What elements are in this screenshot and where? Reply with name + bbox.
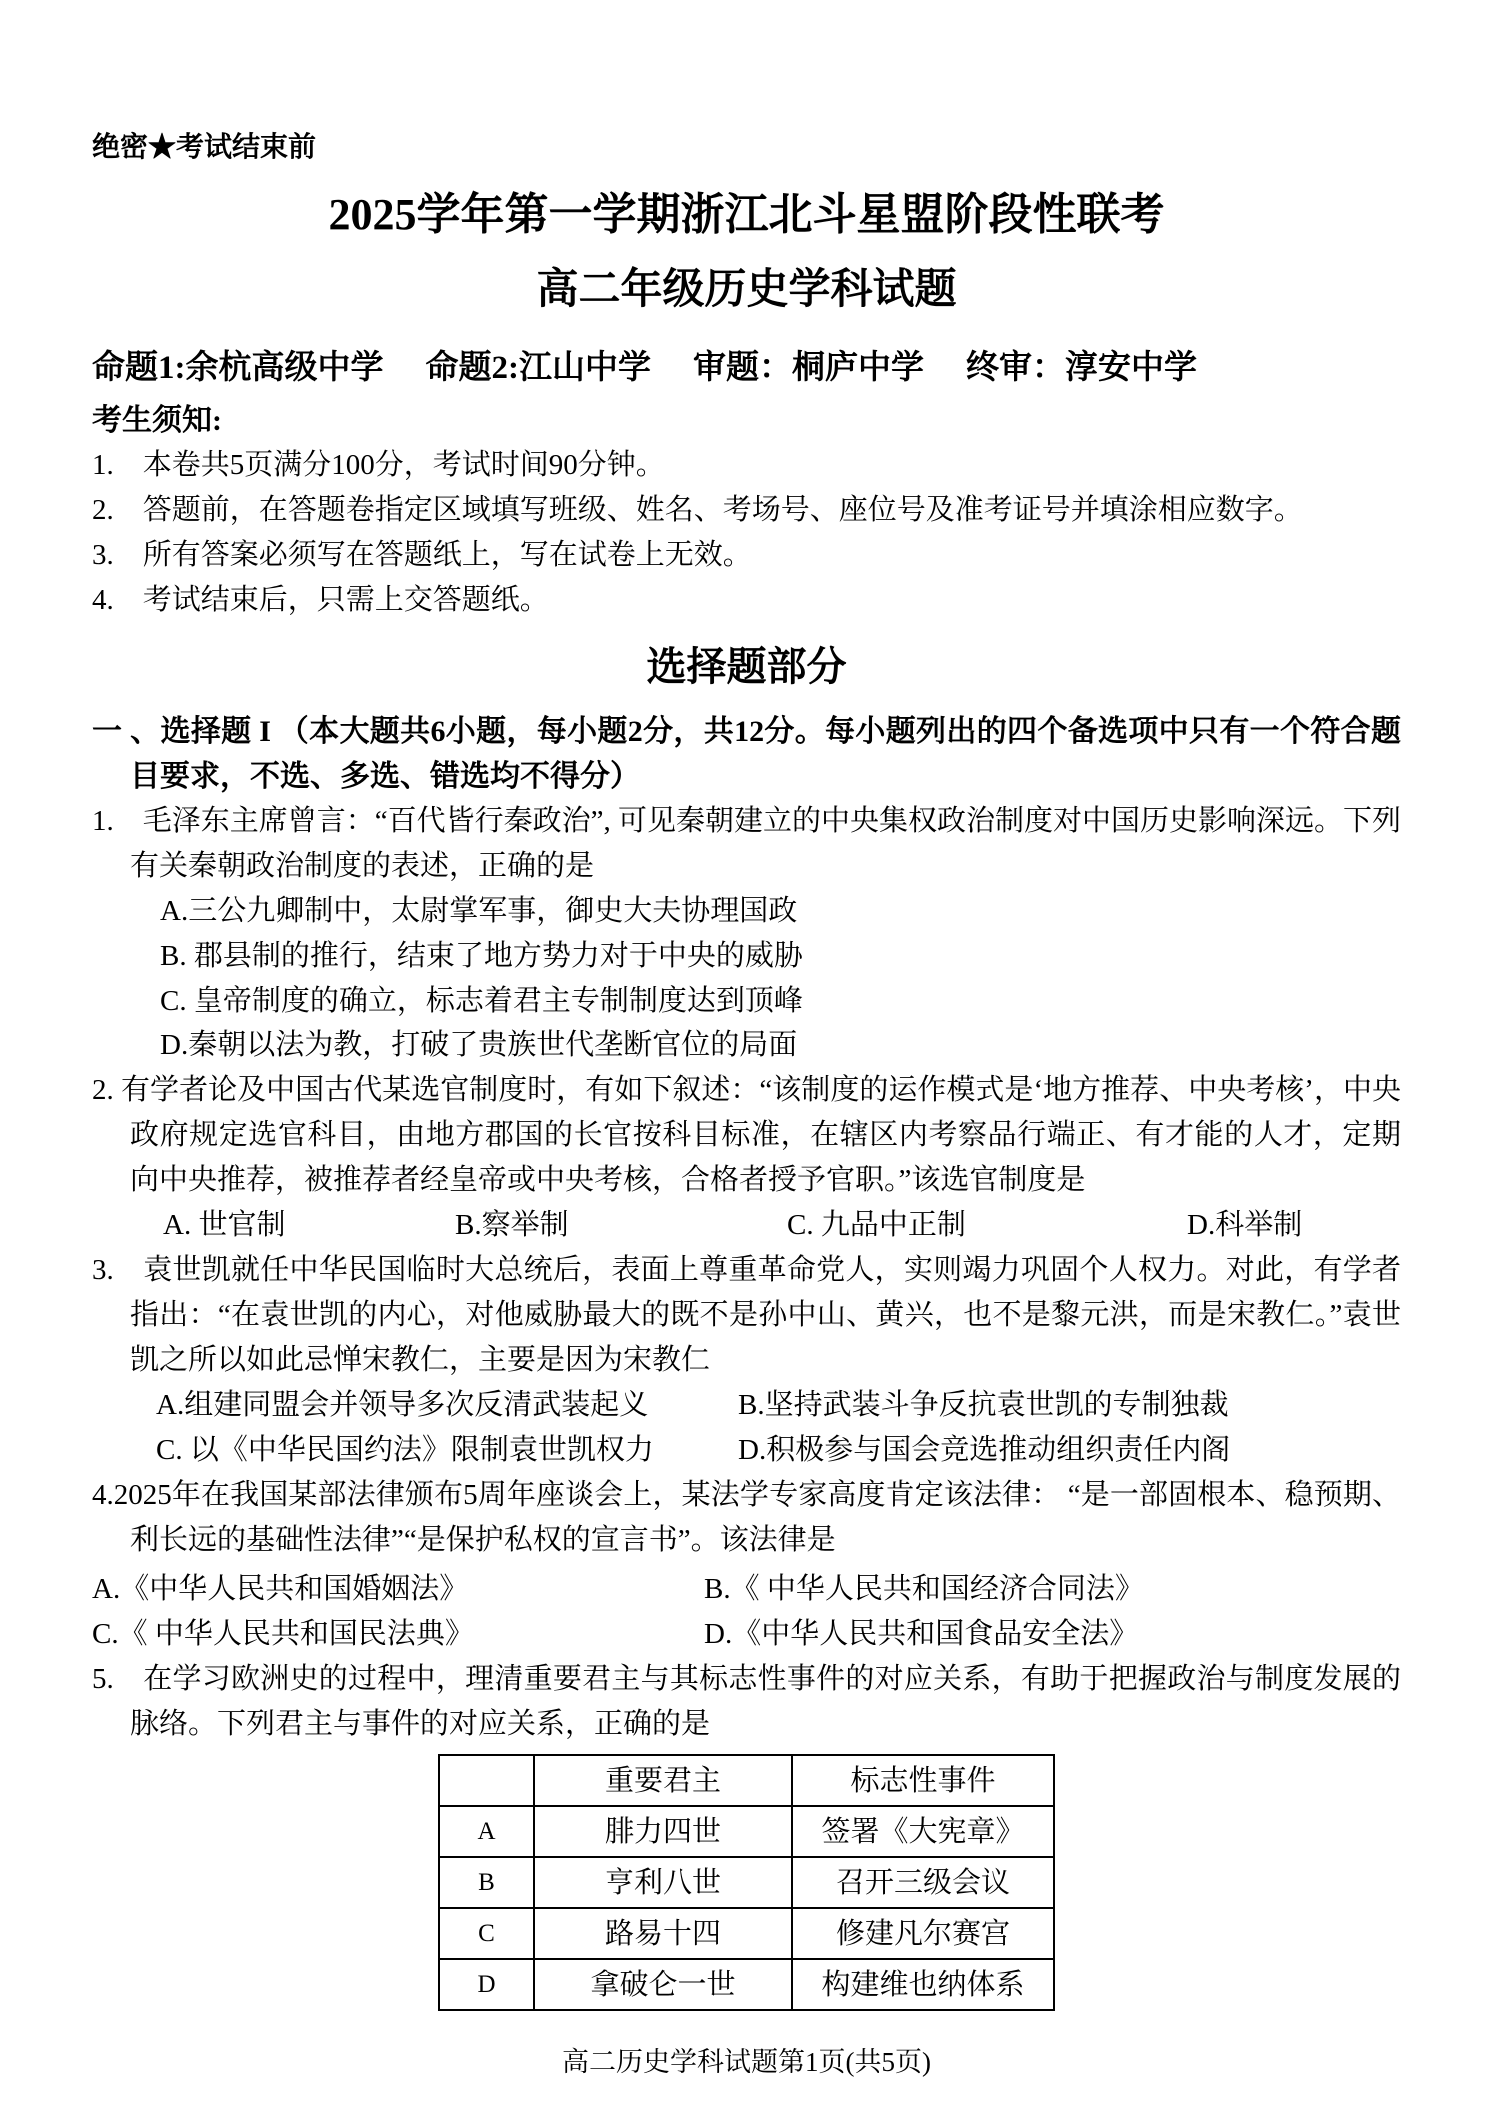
exam-title: 2025学年第一学期浙江北斗星盟阶段性联考 bbox=[328, 190, 1165, 240]
row-event: 修建凡尔赛宫 bbox=[792, 1908, 1054, 1959]
option-b: B.坚持武装斗争反抗袁世凯的专制独裁 bbox=[738, 1388, 1229, 1421]
question-stem: 3. 袁世凯就任中华民国临时大总统后，表面上尊重革命党人，实则竭力巩固个人权力。对此，有学者指出：“在袁世凯的内心，对他威胁最大的既不是孙中山、黄兴，也不是黎元洪，而是宋教仁。”袁世凯之所以如此忌惮宋教仁，主要是因为宋教仁 bbox=[92, 1254, 1401, 1377]
question-options bbox=[92, 889, 1401, 1069]
option-a: A. 世官制 bbox=[163, 1209, 286, 1242]
notice-item: 3. 所有答案必须写在答题纸上，写在试卷上无效。 bbox=[92, 538, 752, 571]
row-label: B bbox=[439, 1857, 534, 1908]
option-d: D.科举制 bbox=[1187, 1209, 1303, 1242]
option-a: A.《中华人民共和国婚姻法》 bbox=[92, 1572, 469, 1605]
exam-info-bar bbox=[92, 343, 1401, 394]
row-monarch: 路易十四 bbox=[534, 1908, 792, 1959]
table-row bbox=[439, 1806, 1054, 1857]
notice-item: 1. 本卷共5页满分100分，考试时间90分钟。 bbox=[92, 449, 665, 482]
question-options bbox=[92, 1203, 1401, 1248]
row-event: 召开三级会议 bbox=[792, 1857, 1054, 1908]
question-5 bbox=[92, 1657, 1401, 2012]
notice-item: 4. 考试结束后，只需上交答题纸。 bbox=[92, 583, 549, 616]
setter2-school: 命题2:江山中学 bbox=[425, 349, 651, 386]
option-a: A.三公九卿制中，太尉掌军事，御史大夫协理国政 bbox=[160, 894, 798, 927]
setter1-school: 命题1:余杭高级中学 bbox=[92, 349, 384, 386]
row-event: 构建维也纳体系 bbox=[792, 1959, 1054, 2010]
question-2 bbox=[92, 1068, 1401, 1248]
question-options bbox=[92, 1383, 1401, 1473]
table-row bbox=[439, 1959, 1054, 2010]
question-1 bbox=[92, 799, 1401, 1069]
candidate-notice bbox=[92, 398, 1401, 623]
final-reviewer-school: 终审：淳安中学 bbox=[966, 349, 1197, 386]
table-row bbox=[439, 1857, 1054, 1908]
option-c: C. 九品中正制 bbox=[787, 1209, 966, 1242]
classification-label: 绝密★考试结束前 bbox=[92, 132, 317, 163]
option-c: C.《 中华人民共和国民法典》 bbox=[92, 1617, 474, 1650]
reviewer-school: 审题：桐庐中学 bbox=[693, 349, 924, 386]
row-event: 签署《大宪章》 bbox=[792, 1806, 1054, 1857]
notice-item: 2. 答题前，在答题卷指定区域填写班级、姓名、考场号、座位号及准考证号并填涂相应数字。 bbox=[92, 493, 1303, 526]
section-instruction: 一 、选择题 I （本大题共6小题，每小题2分，共12分。每小题列出的四个备选项中只有一个符合题目要求，不选、多选、错选均不得分） bbox=[92, 714, 1401, 793]
question-4 bbox=[92, 1473, 1401, 1657]
question-stem: 5. 在学习欧洲史的过程中，理清重要君主与其标志性事件的对应关系，有助于把握政治与制度发展的脉络。下列君主与事件的对应关系，正确的是 bbox=[92, 1662, 1401, 1740]
notice-heading: 考生须知: bbox=[92, 404, 222, 438]
row-monarch: 拿破仑一世 bbox=[534, 1959, 792, 2010]
question-stem: 4.2025年在我国某部法律颁布5周年座谈会上，某法学专家高度肯定该法律： “是一部固根本、稳预期、利长远的基础性法律”“是保护私权的宣言书”。该法律是 bbox=[92, 1478, 1401, 1556]
option-d: D.《中华人民共和国食品安全法》 bbox=[704, 1617, 1139, 1650]
option-b: B.察举制 bbox=[455, 1209, 569, 1242]
question-stem: 2. 有学者论及中国古代某选官制度时，有如下叙述：“该制度的运作模式是‘地方推荐、中央考核’，中央政府规定选官科目，由地方郡国的长官按科目标准，在辖区内考察品行端正、有才能的人才，定期向中央推荐，被推荐者经皇帝或中央考核，合格者授予官职。”该选官制度是 bbox=[92, 1074, 1401, 1197]
option-c: C. 皇帝制度的确立，标志着君主专制制度达到顶峰 bbox=[160, 984, 803, 1017]
row-label: D bbox=[439, 1959, 534, 2010]
question-stem: 1. 毛泽东主席曾言：“百代皆行秦政治”, 可见秦朝建立的中央集权政治制度对中国历史影响深远。下列有关秦朝政治制度的表述，正确的是 bbox=[92, 804, 1401, 882]
option-d: D.积极参与国会竞选推动组织责任内阁 bbox=[738, 1433, 1231, 1466]
section-title: 选择题部分 bbox=[646, 643, 847, 689]
monarch-event-table bbox=[438, 1754, 1055, 2011]
option-b: B.《 中华人民共和国经济合同法》 bbox=[704, 1572, 1144, 1605]
row-label: C bbox=[439, 1908, 534, 1959]
option-b: B. 郡县制的推行，结束了地方势力对于中央的威胁 bbox=[160, 939, 803, 972]
question-options bbox=[92, 1567, 1401, 1657]
row-monarch: 腓力四世 bbox=[534, 1806, 792, 1857]
table-row bbox=[439, 1908, 1054, 1959]
table-header-monarch: 重要君主 bbox=[534, 1755, 792, 1806]
table-header-empty bbox=[439, 1755, 534, 1806]
question-3 bbox=[92, 1248, 1401, 1473]
option-d: D.秦朝以法为教，打破了贵族世代垄断官位的局面 bbox=[160, 1029, 798, 1062]
option-c: C. 以《中华民国约法》限制袁世凯权力 bbox=[156, 1433, 654, 1466]
exam-subtitle: 高二年级历史学科试题 bbox=[536, 267, 957, 314]
row-label: A bbox=[439, 1806, 534, 1857]
table-header-row bbox=[439, 1755, 1054, 1806]
option-a: A.组建同盟会并领导多次反清武装起义 bbox=[156, 1388, 649, 1421]
page-footer: 高二历史学科试题第1页(共5页) bbox=[562, 2047, 931, 2078]
table-header-event: 标志性事件 bbox=[792, 1755, 1054, 1806]
row-monarch: 亨利八世 bbox=[534, 1857, 792, 1908]
